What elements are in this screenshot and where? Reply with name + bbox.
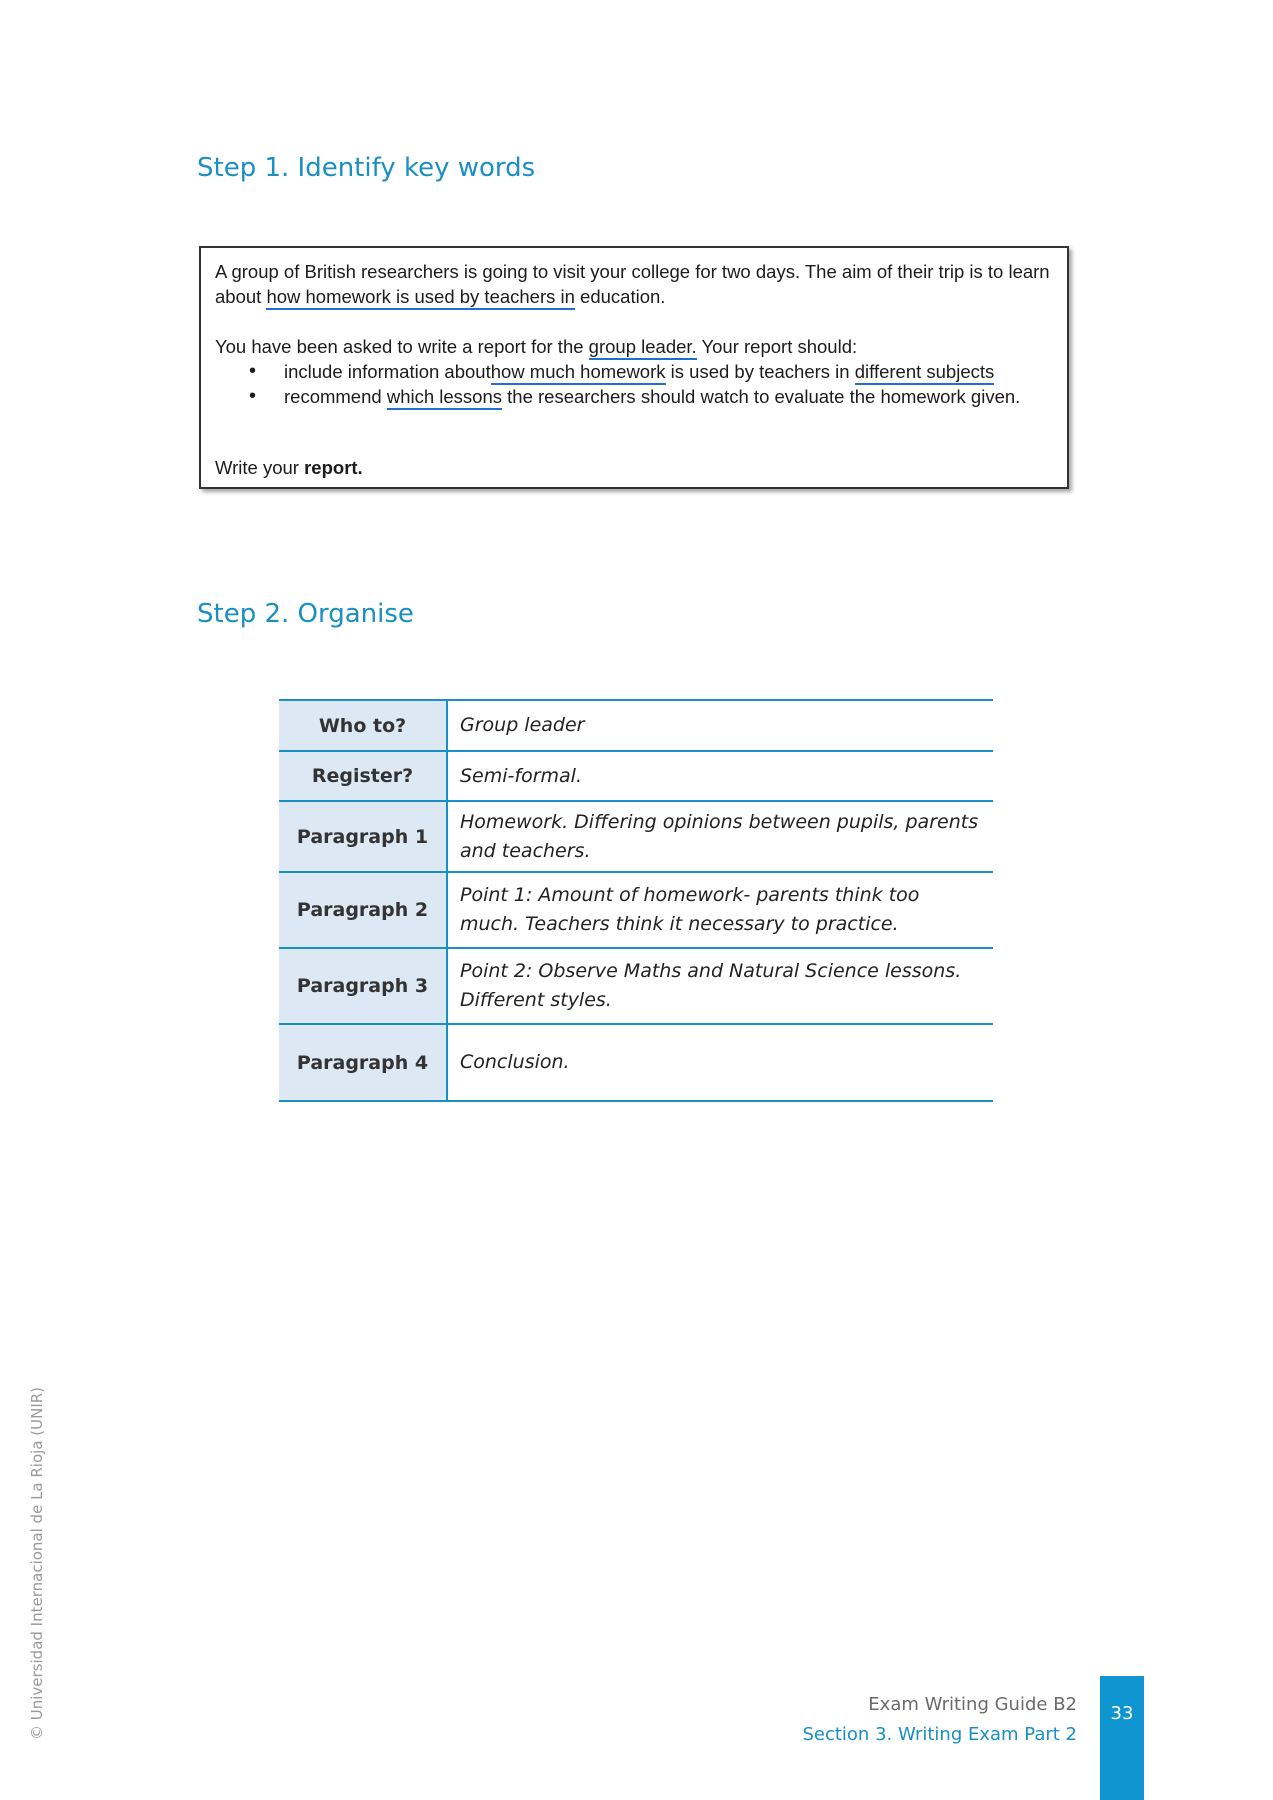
row-label: Who to? (279, 700, 447, 751)
page-number: 33 (1100, 1676, 1144, 1800)
table-row (279, 801, 993, 872)
underlined-keyword: how homework is used by teachers in (266, 286, 574, 310)
row-value: Point 1: Amount of homework- parents think too much. Teachers think it necessary to practice. (447, 872, 993, 948)
row-value: Conclusion. (447, 1024, 993, 1101)
underlined-keyword: group leader. (589, 336, 697, 360)
task-text: Your report should: (696, 336, 858, 357)
underlined-keyword: different subjects (855, 361, 995, 385)
task-text: is used by teachers in (665, 361, 855, 382)
task-prompt-box (199, 246, 1069, 489)
row-label: Paragraph 1 (279, 801, 447, 872)
row-label: Register? (279, 751, 447, 801)
task-text: A group of British researchers is going to visit your college for two days. The aim of their trip is to learn about (215, 261, 1050, 307)
row-value: Semi-formal. (447, 751, 993, 801)
task-bullet-1 (215, 359, 1053, 384)
organise-table (279, 699, 993, 1102)
row-label: Paragraph 4 (279, 1024, 447, 1101)
task-text: You have been asked to write a report for the (215, 336, 589, 357)
row-value: Group leader (447, 700, 993, 751)
step1-heading: Step 1. Identify key words (197, 153, 536, 183)
copyright-notice: © Universidad Internacional de La Rioja (UNIR) (28, 1386, 46, 1740)
task-bold-text: report. (304, 457, 363, 478)
step2-heading: Step 2. Organise (197, 599, 414, 629)
row-value: Homework. Differing opinions between pupils, parents and teachers. (447, 801, 993, 872)
task-paragraph-1 (215, 259, 1053, 309)
task-bullet-list (215, 359, 1053, 409)
table-row (279, 872, 993, 948)
underlined-keyword: which lessons (387, 386, 502, 410)
task-text: Write your (215, 457, 305, 478)
row-label: Paragraph 3 (279, 948, 447, 1024)
table-row (279, 948, 993, 1024)
task-bullet-2 (215, 384, 1053, 409)
task-text: education. (574, 286, 666, 307)
row-label: Paragraph 2 (279, 872, 447, 948)
task-instruction (215, 455, 363, 480)
task-paragraph-2 (215, 334, 1053, 359)
underlined-keyword: how much homework (491, 361, 666, 385)
footer-guide-title: Exam Writing Guide B2 (868, 1694, 1077, 1715)
table-row (279, 751, 993, 801)
table-row (279, 700, 993, 751)
footer-section-title: Section 3. Writing Exam Part 2 (802, 1724, 1077, 1745)
task-text: recommend (284, 386, 387, 407)
task-text: include information about (284, 361, 491, 382)
table-row (279, 1024, 993, 1101)
task-text: the researchers should watch to evaluate the homework given. (502, 386, 1021, 407)
row-value: Point 2: Observe Maths and Natural Science lessons. Different styles. (447, 948, 993, 1024)
